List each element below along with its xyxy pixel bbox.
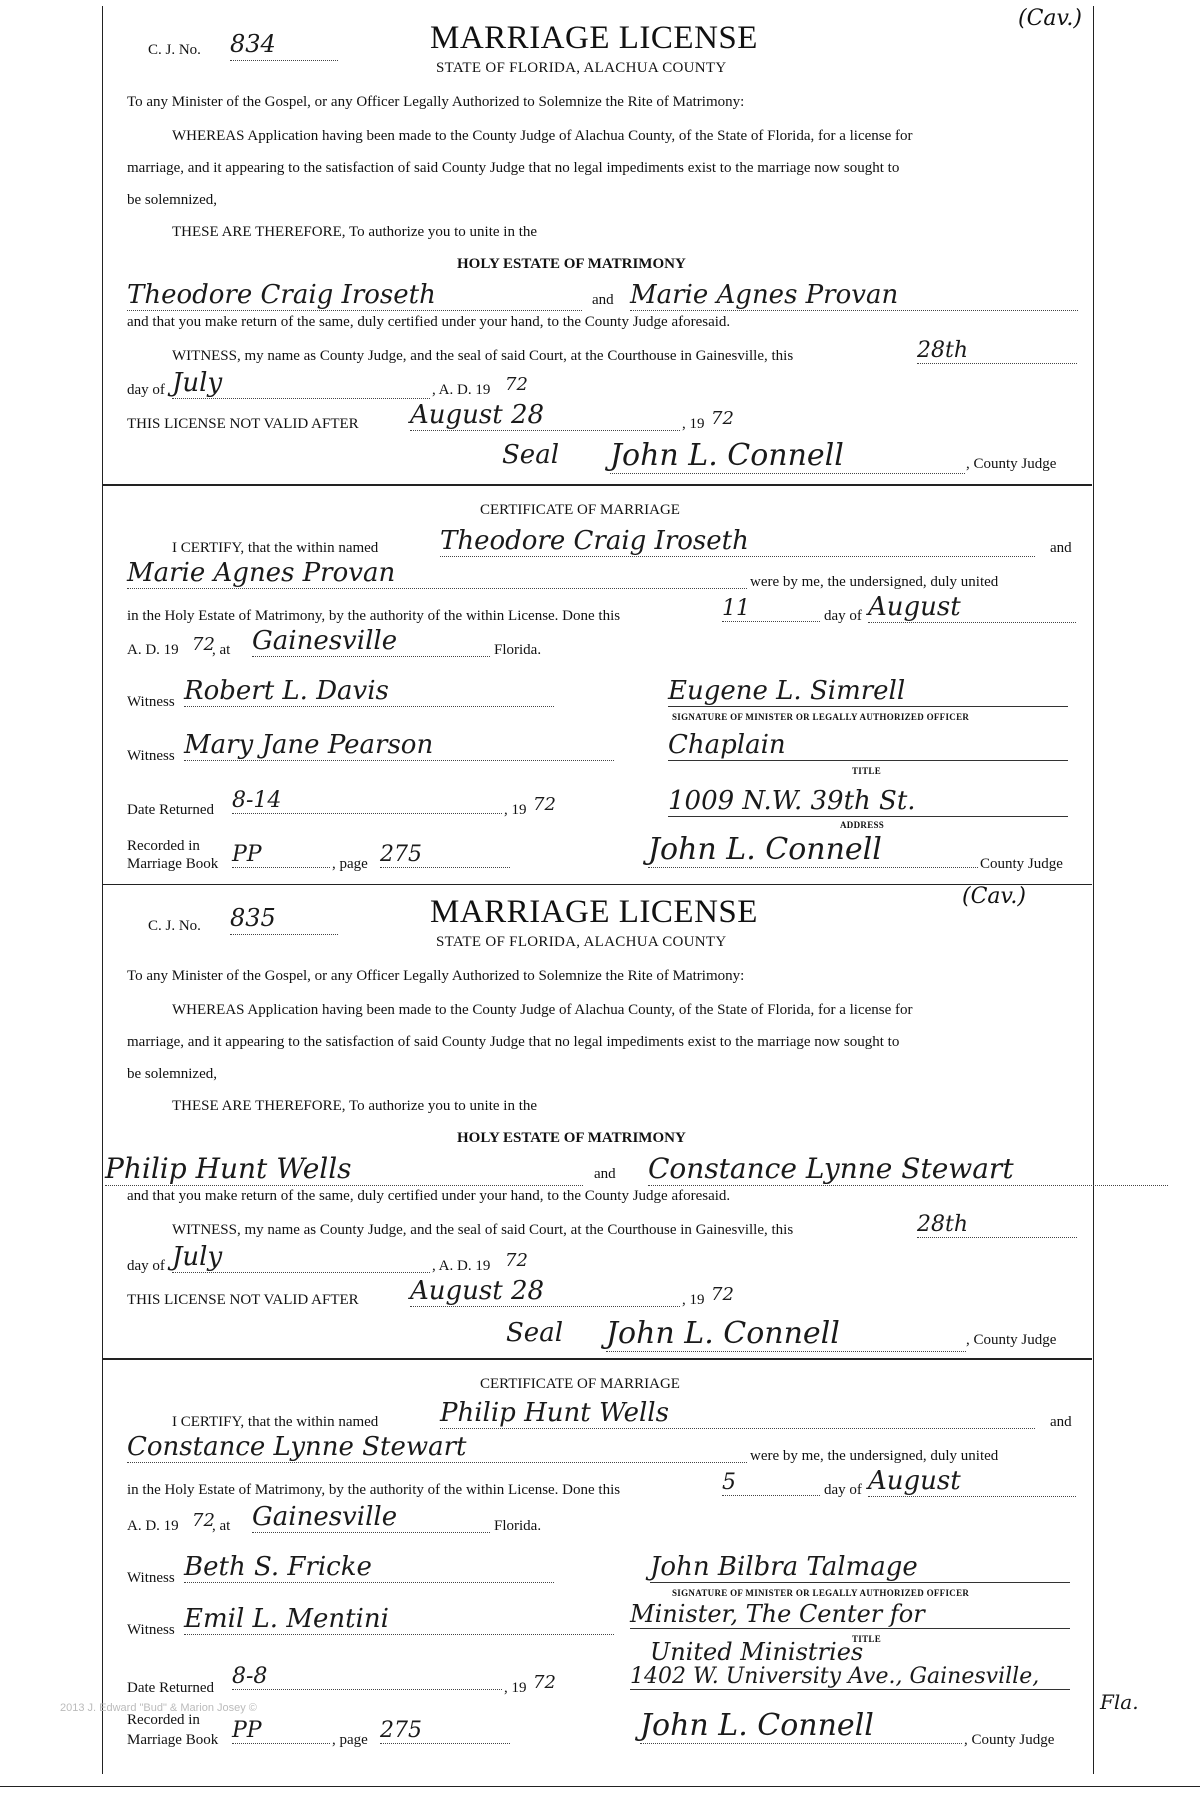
- cert-groom: Philip Hunt Wells: [440, 1398, 1035, 1429]
- officer-title: Chaplain: [668, 730, 1068, 761]
- whereas-line-2: marriage, and it appearing to the satisfaction of said County Judge that no legal impediments exist to the marriage now sought to: [127, 160, 900, 176]
- cert-groom: Theodore Craig Iroseth: [440, 526, 1035, 557]
- issue-month: July: [172, 1242, 430, 1273]
- issue-year: 72: [505, 374, 528, 395]
- day-of-word: day of: [824, 1482, 862, 1498]
- section-divider: [102, 1358, 1092, 1360]
- whereas-line-2: marriage, and it appearing to the satisfaction of said County Judge that no legal impediments exist to the marriage now sought to: [127, 1034, 900, 1050]
- groom-name: Theodore Craig Iroseth: [127, 280, 582, 311]
- officer-signature: John Bilbra Talmage: [650, 1552, 1070, 1583]
- whereas-line-3: be solemnized,: [127, 192, 217, 208]
- ad-label: , A. D. 19: [432, 382, 491, 398]
- recording-judge-signature: John L. Connell: [640, 1708, 962, 1744]
- returned-year: 72: [533, 1672, 556, 1693]
- not-valid-year: 72: [711, 1284, 734, 1305]
- done-year: 72: [192, 1510, 215, 1531]
- cj-label: C. J. No.: [148, 918, 201, 934]
- section-divider: [102, 484, 1092, 486]
- not-valid-label: THIS LICENSE NOT VALID AFTER: [127, 1292, 359, 1308]
- returned-year-prefix: , 19: [504, 802, 527, 818]
- page-number: 275: [380, 1718, 510, 1744]
- date-returned-label: Date Returned: [127, 802, 215, 818]
- at-word: , at: [212, 1518, 231, 1534]
- ad-label: , A. D. 19: [432, 1258, 491, 1274]
- day-of-label: day of: [127, 382, 165, 398]
- ad-prefix: A. D. 19: [127, 642, 179, 658]
- cert-bride: Constance Lynne Stewart: [127, 1432, 747, 1463]
- day-of-word: day of: [824, 608, 862, 624]
- license-title: MARRIAGE LICENSE: [430, 20, 758, 56]
- cj-number: 835: [230, 904, 338, 935]
- and-word: and: [592, 292, 614, 308]
- done-month: August: [868, 592, 1076, 623]
- recorded-in: Recorded in: [127, 1712, 200, 1728]
- marriage-place: Gainesville: [252, 1502, 490, 1533]
- groom-name: Philip Hunt Wells: [105, 1152, 583, 1186]
- returned-year: 72: [533, 794, 556, 815]
- witness-2: Emil L. Mentini: [184, 1604, 614, 1635]
- issue-month: July: [172, 368, 430, 399]
- certificate-title: CERTIFICATE OF MARRIAGE: [480, 502, 680, 518]
- united-text: were by me, the undersigned, duly united: [750, 574, 999, 590]
- officer-title-line-1: Minister, The Center for: [630, 1600, 1070, 1629]
- officer-address-line-1: 1402 W. University Ave., Gainesville,: [630, 1664, 1070, 1690]
- not-valid-date: August 28: [410, 400, 680, 431]
- copyright-watermark: 2013 J. Edward "Bud" & Marion Josey ©: [60, 1702, 257, 1714]
- license-subtitle: STATE OF FLORIDA, ALACHUA COUNTY: [436, 60, 727, 76]
- marriage-book-label: Marriage Book: [127, 1732, 219, 1748]
- whereas-line-1: WHEREAS Application having been made to the County Judge of Alachua County, of the State of Florida, for a license for: [172, 1002, 913, 1018]
- date-returned-label: Date Returned: [127, 1680, 215, 1696]
- county-judge-label: , County Judge: [964, 1732, 1055, 1748]
- recorded-in: Recorded in: [127, 838, 200, 854]
- ad-prefix: A. D. 19: [127, 1518, 179, 1534]
- officer-title-line-2: United Ministries: [650, 1638, 864, 1666]
- returned-year-prefix: , 19: [504, 1680, 527, 1696]
- holy-estate-heading: HOLY ESTATE OF MATRIMONY: [457, 256, 686, 272]
- united-text: were by me, the undersigned, duly united: [750, 1448, 999, 1464]
- done-year: 72: [192, 634, 215, 655]
- witness-label-1: Witness: [127, 694, 175, 710]
- florida-word: Florida.: [494, 1518, 542, 1534]
- recording-judge-signature: John L. Connell: [648, 832, 978, 868]
- officer-signature: Eugene L. Simrell: [668, 676, 1068, 707]
- authority-text: in the Holy Estate of Matrimony, by the authority of the within License. Done this: [127, 608, 621, 624]
- therefore-line: THESE ARE THEREFORE, To authorize you to unite in the: [172, 1098, 538, 1114]
- and-word: and: [594, 1166, 616, 1182]
- day-of-label: day of: [127, 1258, 165, 1274]
- page-label: , page: [332, 1732, 368, 1748]
- cav-note: (Cav.): [962, 884, 1026, 909]
- book-value: PP: [232, 842, 330, 868]
- florida-word: Florida.: [494, 642, 542, 658]
- at-word: , at: [212, 642, 231, 658]
- cav-note: (Cav.): [1018, 6, 1082, 31]
- bride-name: Constance Lynne Stewart: [648, 1152, 1168, 1186]
- witness-label-2: Witness: [127, 1622, 175, 1638]
- and-word: and: [1050, 540, 1072, 556]
- witness-label-1: Witness: [127, 1570, 175, 1586]
- return-line: and that you make return of the same, duly certified under your hand, to the County Judge aforesaid.: [127, 1188, 731, 1204]
- judge-signature: John L. Connell: [610, 438, 965, 474]
- section-divider: [102, 884, 1092, 885]
- not-valid-year-prefix: , 19: [682, 416, 705, 432]
- whereas-line-1: WHEREAS Application having been made to the County Judge of Alachua County, of the State of Florida, for a license for: [172, 128, 913, 144]
- witness-2: Mary Jane Pearson: [184, 730, 614, 761]
- done-day: 5: [722, 1470, 820, 1496]
- officer-address-line-2: Fla.: [1100, 1690, 1139, 1714]
- title-caption: TITLE: [852, 1634, 882, 1644]
- date-returned: 8-8: [232, 1664, 502, 1690]
- page-label: , page: [332, 856, 368, 872]
- date-returned: 8-14: [232, 788, 502, 814]
- page-number: 275: [380, 842, 510, 868]
- title-caption: TITLE: [852, 766, 882, 776]
- not-valid-date: August 28: [410, 1276, 680, 1307]
- whereas-line-3: be solemnized,: [127, 1066, 217, 1082]
- book-value: PP: [232, 1718, 330, 1744]
- officer-address: 1009 N.W. 39th St.: [668, 786, 1068, 817]
- county-judge-label: , County Judge: [966, 456, 1057, 472]
- marriage-place: Gainesville: [252, 626, 490, 657]
- therefore-line: THESE ARE THEREFORE, To authorize you to unite in the: [172, 224, 538, 240]
- county-judge-label: County Judge: [980, 856, 1063, 872]
- address-caption: ADDRESS: [840, 820, 885, 830]
- bride-name: Marie Agnes Provan: [630, 280, 1078, 311]
- issue-year: 72: [505, 1250, 528, 1271]
- holy-estate-heading: HOLY ESTATE OF MATRIMONY: [457, 1130, 686, 1146]
- done-day: 11: [722, 596, 820, 622]
- county-judge-label: , County Judge: [966, 1332, 1057, 1348]
- issue-day: 28th: [917, 1212, 1077, 1238]
- officer-caption: SIGNATURE OF MINISTER OR LEGALLY AUTHORIZED OFFICER: [672, 1588, 970, 1598]
- cj-label: C. J. No.: [148, 42, 201, 58]
- address-line: To any Minister of the Gospel, or any Officer Legally Authorized to Solemnize the Rite of Matrimony:: [127, 968, 745, 984]
- license-subtitle: STATE OF FLORIDA, ALACHUA COUNTY: [436, 934, 727, 950]
- witness-line: WITNESS, my name as County Judge, and the seal of said Court, at the Courthouse in Gainesville, this: [172, 1222, 794, 1238]
- seal-mark: Seal: [506, 1318, 564, 1348]
- certify-label: I CERTIFY, that the within named: [172, 1414, 379, 1430]
- not-valid-year: 72: [711, 408, 734, 429]
- certify-label: I CERTIFY, that the within named: [172, 540, 379, 556]
- witness-line: WITNESS, my name as County Judge, and the seal of said Court, at the Courthouse in Gainesville, this: [172, 348, 794, 364]
- certificate-title: CERTIFICATE OF MARRIAGE: [480, 1376, 680, 1392]
- issue-day: 28th: [917, 338, 1077, 364]
- witness-label-2: Witness: [127, 748, 175, 764]
- officer-caption: SIGNATURE OF MINISTER OR LEGALLY AUTHORIZED OFFICER: [672, 712, 970, 722]
- done-month: August: [868, 1466, 1076, 1497]
- judge-signature: John L. Connell: [606, 1316, 966, 1352]
- authority-text: in the Holy Estate of Matrimony, by the authority of the within License. Done this: [127, 1482, 621, 1498]
- cert-bride: Marie Agnes Provan: [127, 558, 747, 589]
- not-valid-year-prefix: , 19: [682, 1292, 705, 1308]
- witness-1: Robert L. Davis: [184, 676, 554, 707]
- and-word: and: [1050, 1414, 1072, 1430]
- bottom-rule: [0, 1786, 1200, 1787]
- return-line: and that you make return of the same, duly certified under your hand, to the County Judge aforesaid.: [127, 314, 731, 330]
- witness-1: Beth S. Fricke: [184, 1552, 554, 1583]
- license-title: MARRIAGE LICENSE: [430, 894, 758, 930]
- address-line: To any Minister of the Gospel, or any Officer Legally Authorized to Solemnize the Rite of Matrimony:: [127, 94, 745, 110]
- not-valid-label: THIS LICENSE NOT VALID AFTER: [127, 416, 359, 432]
- seal-mark: Seal: [502, 440, 560, 470]
- cj-number: 834: [230, 30, 338, 61]
- marriage-book-label: Marriage Book: [127, 856, 219, 872]
